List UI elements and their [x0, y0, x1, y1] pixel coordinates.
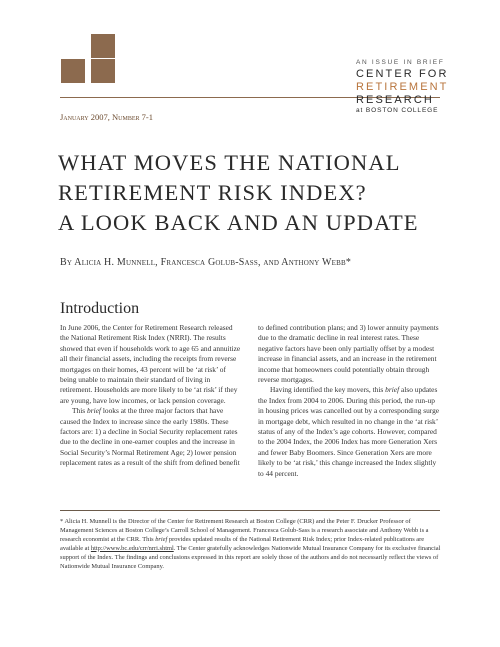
footnote-divider: [60, 510, 440, 511]
logo-square-3: [91, 59, 115, 83]
italic-brief: brief: [87, 406, 101, 416]
brand-retirement: RETIREMENT: [356, 80, 449, 93]
paragraph: This brief looks at the three major factors that have caused the Index to increase since the early 1980s. These factors are: 1) a decline in Social Security replacement rates due to the decline in one-earner couples and the increase in Social Security’s Normal Retirement Age; 2) lower pension replacement rates as a result of the shift from defined benefit: [60, 406, 240, 468]
issue-dateline: January 2007, Number 7-1: [60, 112, 153, 122]
italic-brief: brief: [385, 385, 400, 395]
brand-series: AN ISSUE IN BRIEF: [356, 59, 445, 66]
brand-boston-college: at BOSTON COLLEGE: [356, 106, 439, 114]
crr-brand: [356, 60, 471, 114]
body-column-right: [258, 323, 441, 479]
title-line-1: WHAT MOVES THE NATIONAL: [58, 150, 401, 175]
paragraph: In June 2006, the Center for Retirement Research released the National Retirement Risk Index (NRRI). The results showed that even if households work to age 65 and annuitize all their financial assets, including the receipts from reverse mortgages on their homes, 43 percent will be ‘at risk’ of being unable to maintain their standard of living in retirement. Households are more likely to be ‘at risk’ if they are young, have low incomes, or lack pension coverage.: [60, 323, 241, 405]
paragraph: Having identified the key movers, this brief also updates the Index from 2004 to 2006. During this period, the run-up in housing prices was cancelled out by a corresponding surge in mortgage debt, which resulted in no change in the ‘at risk’ status of any of the Index’s age cohorts. However, compared to the 2004 Index, the 2006 Index has more Generation Xers and fewer Baby Boomers. Since Generation Xers are more likely to be ‘at risk,’ this change increased the Index slightly to 44 percent.: [258, 385, 440, 478]
author-byline: By Alicia H. Munnell, Francesca Golub-Sass, and Anthony Webb*: [60, 257, 352, 268]
logo-square-1: [61, 59, 85, 83]
nrri-publications-link[interactable]: http://www.bc.edu/crr/nrri.shtml: [90, 544, 174, 552]
body-column-left: [60, 323, 243, 469]
title-line-2: RETIREMENT RISK INDEX?: [58, 180, 367, 205]
italic-brief: brief: [155, 535, 168, 543]
section-heading: Introduction: [60, 300, 140, 317]
author-footnote: * Alicia H. Munnell is the Director of the Center for Retirement Research at Boston College (CRR) and the Peter F. Drucker Professor of Management Sciences at Boston College’s Carroll School of Management. Francesca Golub-Sass is a research associate and Anthony Webb is a research economist at the CRR. This brief provides updated results of the National Retirement Risk Index; prior Index-related publications are available at http://www.bc.edu/crr/nrri.shtml. The Center gratefully acknowledges Nationwide Mutual Insurance Company for its exclusive financial support of the Index. The findings and conclusions expressed in this report are solely those of the authors and do not necessarily reflect the views of Nationwide Mutual Insurance Company.: [60, 518, 441, 570]
title-line-3: A LOOK BACK AND AN UPDATE: [58, 210, 419, 235]
logo-square-2: [91, 34, 115, 58]
paragraph: to defined contribution plans; and 3) lower annuity payments due to the dramatic decline in real interest rates. These negative factors have been only partially offset by a modest increase in financial assets, and an increase in the retirement income that homeowners could potentially obtain through reverse mortgages.: [258, 323, 439, 385]
brief-title: [58, 148, 458, 238]
brand-research: RESEARCH: [356, 93, 434, 106]
brand-center-for: CENTER FOR: [356, 67, 449, 80]
